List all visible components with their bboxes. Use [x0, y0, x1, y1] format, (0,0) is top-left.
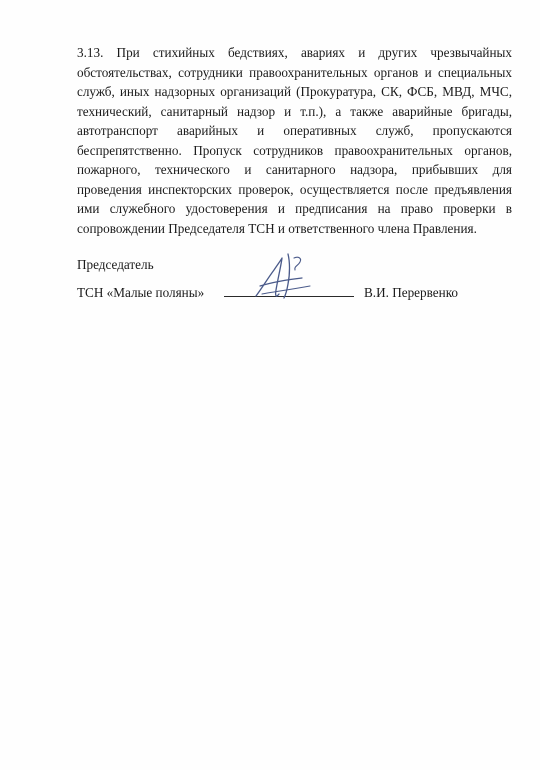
clause-3-13: 3.13. При стихийных бедствиях, авариях и других чрезвычайных обстоятельствах, сотрудники правоохранительных органов и специальных служб, иных надзорных организаций (Прокуратура, СК, ФСБ, МВД, МЧС, технический, санитарный надзор и т.п.), а также аварийные бригады, автотранспорт аварийных и оперативных служб, пропускаются беспрепятственно. Пропуск сотрудников правоохранительных органов, пожарного, технического и санитарного надзора, прибывших для проведения инспекторских проверок, осуществляется после предъявления ими служебного удостоверения и предписания на право проверки в сопровождении Председателя ТСН и ответственного члена Правления. [77, 45, 512, 236]
signatory-organization: ТСН «Малые поляны» [77, 285, 205, 300]
signatory-name: В.И. Перервенко [364, 285, 459, 300]
signatory-title: Председатель [77, 257, 154, 272]
handwritten-signature [248, 248, 318, 308]
